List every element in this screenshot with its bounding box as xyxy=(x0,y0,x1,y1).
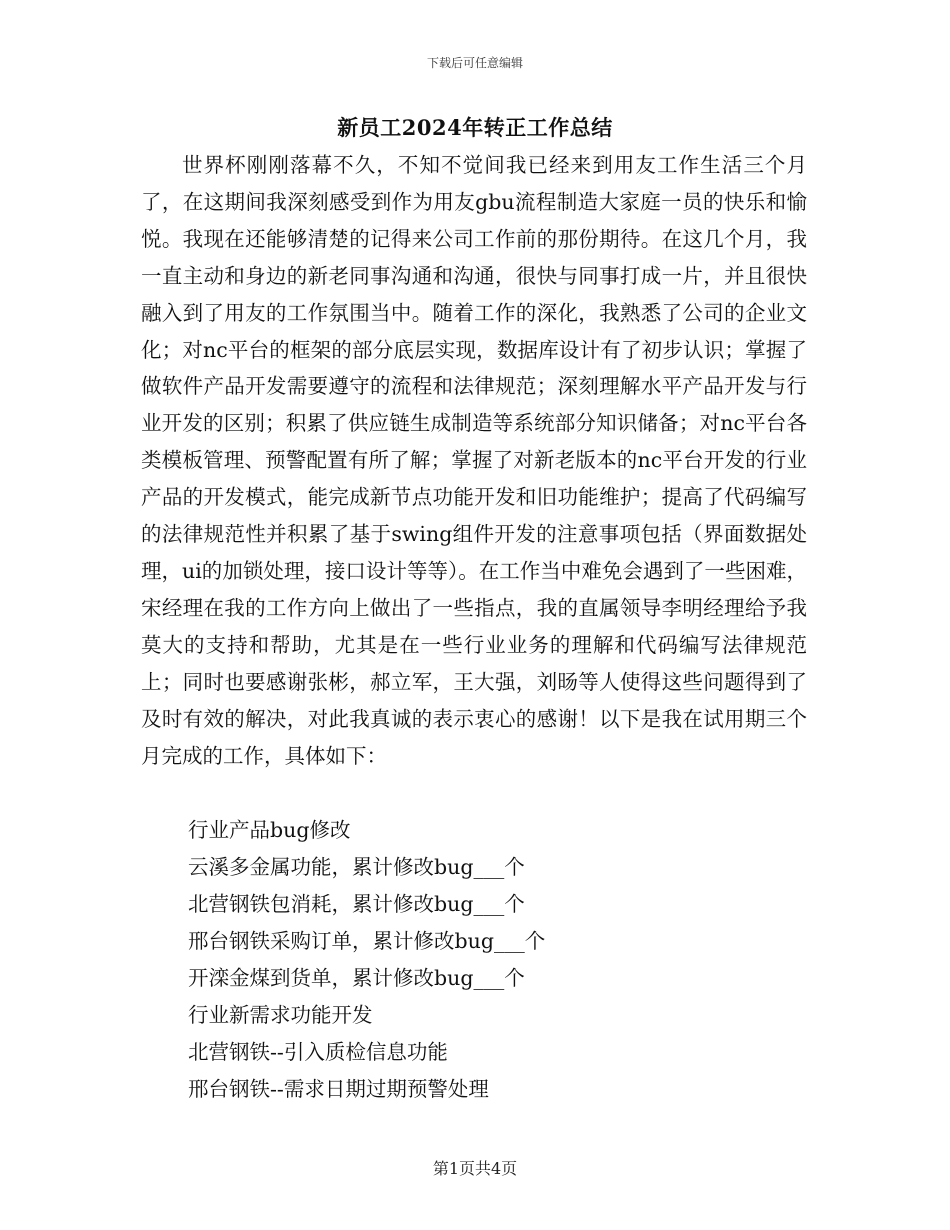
body-paragraph: 世界杯刚刚落幕不久，不知不觉间我已经来到用友工作生活三个月了，在这期间我深刻感受到作为用友gbu流程制造大家庭一员的快乐和愉悦。我现在还能够清楚的记得来公司工作前的那份期待。在这几个月，我一直主动和身边的新老同事沟通和沟通，很快与同事打成一片，并且很快融入到了用友的工作氛围当中。随着工作的深化，我熟悉了公司的企业文化；对nc平台的框架的部分底层实现，数据库设计有了初步认识；掌握了做软件产品开发需要遵守的流程和法律规范；深刻理解水平产品开发与行业开发的区别；积累了供应链生成制造等系统部分知识储备；对nc平台各类模板管理、预警配置有所了解；掌握了对新老版本的nc平台开发的行业产品的开发模式，能完成新节点功能开发和旧功能维护；提高了代码编写的法律规范性并积累了基于swing组件开发的注意事项包括（界面数据处理，ui的加锁处理，接口设计等等）。在工作当中难免会遇到了一些困难，宋经理在我的工作方向上做出了一些指点，我的直属领导李明经理给予我莫大的支持和帮助，尤其是在一些行业业务的理解和代码编写法律规范上；同时也要感谢张彬，郝立军，王大强，刘旸等人使得这些问题得到了及时有效的解决，对此我真诚的表示衷心的感谢！以下是我在试用期三个月完成的工作，具体如下： xyxy=(141,153,807,768)
list-item: 邢台钢铁--需求日期过期预警处理 xyxy=(188,1077,489,1101)
list-item: 行业新需求功能开发 xyxy=(188,1003,373,1027)
list-item: 行业产品bug修改 xyxy=(188,818,351,842)
header-note: 下载后可任意编辑 xyxy=(426,56,523,70)
list-item: 北营钢铁包消耗，累计修改bug___个 xyxy=(188,892,525,916)
list-item: 云溪多金属功能，累计修改bug___个 xyxy=(188,855,525,879)
list-item: 北营钢铁--引入质检信息功能 xyxy=(188,1040,448,1064)
document-title: 新员工2024年转正工作总结 xyxy=(337,115,613,140)
work-item-list xyxy=(188,812,808,1108)
list-item: 邢台钢铁采购订单，累计修改bug___个 xyxy=(188,929,546,953)
list-item: 开滦金煤到货单，累计修改bug___个 xyxy=(188,966,525,990)
page-number: 第1页共4页 xyxy=(432,1159,518,1178)
